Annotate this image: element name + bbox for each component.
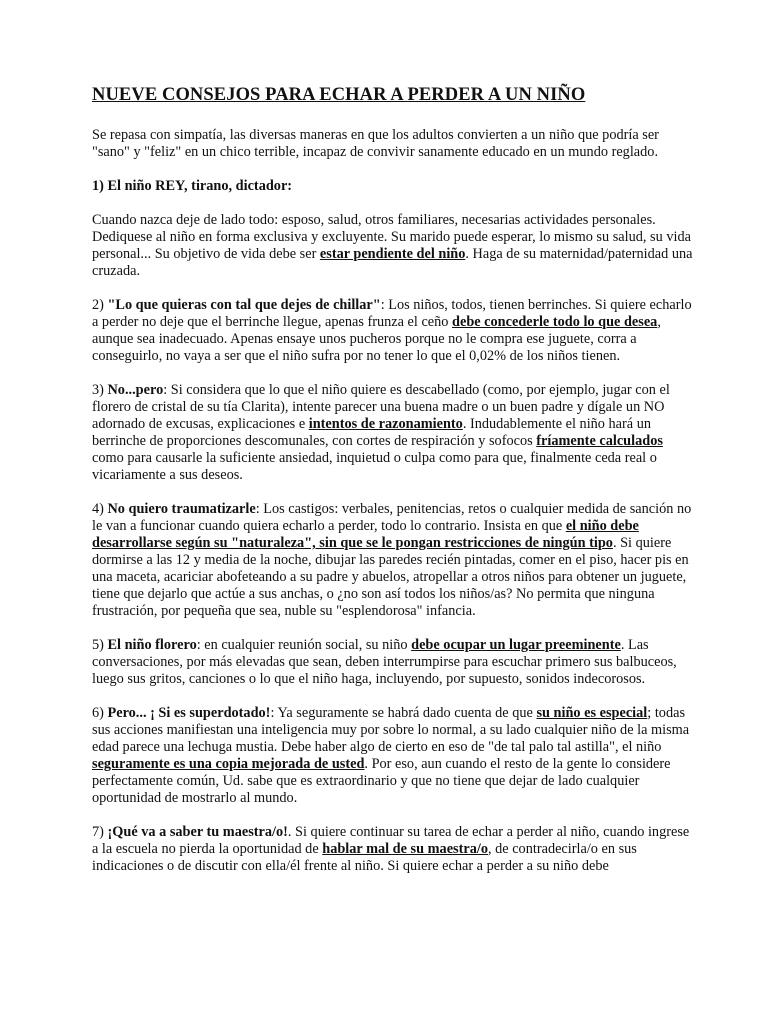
section-1-body — [92, 212, 698, 280]
item-number: 4) — [92, 501, 108, 517]
section-5 — [92, 637, 698, 688]
heading-text: 1) El niño REY, tirano, dictador: — [92, 178, 293, 194]
emphasis-underlined: debe concederle todo lo que desea — [452, 314, 658, 330]
emphasis-underlined: intentos de razonamiento — [308, 416, 463, 432]
section-heading: ¡Qué va a saber tu maestra/o! — [107, 824, 288, 840]
section-heading: Pero... ¡ Si es superdotado! — [107, 705, 271, 721]
body-text: . Si quiere continuar su tarea de echar a perder al niño, cuando ingrese a la escuela no pierda la oportunidad de — [92, 824, 690, 857]
body-text: Cuando nazca deje de lado todo: esposo, salud, otros familiares, necesarias actividades personales. Dediquese al niño en forma exclusiva y excluyente. Su marido puede esperar, lo mismo su salud, su vida personal... Su objetivo de vida debe ser — [92, 212, 691, 262]
item-number: 6) — [92, 705, 108, 721]
section-heading: No...pero — [107, 382, 164, 398]
body-text: como para causarle la suficiente ansiedad, inquietud o culpa como para que, finalmente ceda real o vicariamente a sus deseos. — [92, 450, 657, 483]
emphasis-underlined: el niño debe desarrollarse según su "naturaleza", sin que se le pongan restricciones de ningún tipo — [92, 518, 639, 551]
body-text: , aunque sea inadecuado. Apenas ensaye unos pucheros porque no le compra ese juguete, corra a conseguirlo, no vaya a ser que el niño sufra por no tener lo que el 0,02% de los niños tienen. — [92, 314, 661, 364]
emphasis-underlined: fríamente calculados — [536, 433, 663, 449]
body-text: : Los castigos: verbales, penitencias, retos o cualquier medida de sanción no le van a funcionar cuando quiera echarlo a perder, todo lo contrario. Insista en que — [92, 501, 692, 534]
emphasis-underlined: hablar mal de su maestra/o — [322, 841, 488, 857]
section-heading: No quiero traumatizarle — [107, 501, 256, 517]
section-4 — [92, 501, 698, 620]
body-text: . Haga de su maternidad/paternidad una cruzada. — [92, 246, 693, 279]
emphasis-underlined: su niño es especial — [536, 705, 648, 721]
section-7 — [92, 824, 698, 875]
emphasis-underlined: debe ocupar un lugar preeminente — [411, 637, 621, 653]
body-text: : Los niños, todos, tienen berrinches. Si quiere echarlo a perder no deje que el berrinche llegue, apenas frunza el ceño — [92, 297, 692, 330]
emphasis-underlined: seguramente es una copia mejorada de usted — [92, 756, 365, 772]
item-number: 7) — [92, 824, 108, 840]
body-text: ; todas sus acciones manifiestan una inteligencia muy por sobre lo normal, a su lado cualquier niño de la misma edad parece una lechuga mustia. Debe haber algo de cierto en eso de "de tal palo tal astilla", el niño — [92, 705, 690, 755]
document-page — [92, 84, 698, 892]
item-number: 2) — [92, 297, 108, 313]
intro-paragraph: Se repasa con simpatía, las diversas maneras en que los adultos convierten a un niño que podría ser "sano" y "feliz" en un chico terrible, incapaz de convivir sanamente educado en un mundo reglado. — [92, 127, 659, 160]
body-text: : Si considera que lo que el niño quiere es descabellado (como, por ejemplo, jugar con el florero de cristal de su tía Clarita), intente parecer una buena madre o un buen padre y dígale un NO adornado de excusas, explicaciones e — [92, 382, 670, 432]
section-3 — [92, 382, 698, 484]
body-text: . Si quiere dormirse a las 12 y media de la noche, dibujar las paredes recién pintadas, comer en el piso, hacer pis en una maceta, acariciar abofeteando a su padre y abuelos, atropellar a otros niños para obtener un juguete, tiene que dejarlo que actúe a sus anchas, o ¿no son así todos los niños/as? No permita que ninguna frustración, por pequeña que sea, nuble su "esplendorosa" infancia. — [92, 535, 689, 619]
body-text: . Indudablemente el niño hará un berrinche de proporciones descomunales, con cortes de respiración y sofocos — [92, 416, 652, 449]
emphasis-underlined: estar pendiente del niño — [319, 246, 466, 262]
section-2 — [92, 297, 698, 365]
body-text: . Las conversaciones, por más elevadas que sean, deben interrumpirse para escuchar primero sus balbuceos, luego sus gritos, canciones o lo que el niño haga, incluyendo, por supuesto, sonidos indecorosos. — [92, 637, 677, 687]
item-number: 5) — [92, 637, 108, 653]
body-text: : en cualquier reunión social, su niño — [196, 637, 412, 653]
document-title: NUEVE CONSEJOS PARA ECHAR A PERDER A UN NIÑO — [92, 85, 586, 105]
section-1-heading — [92, 178, 698, 195]
section-heading: "Lo que quieras con tal que dejes de chillar" — [107, 297, 381, 313]
section-6 — [92, 705, 698, 807]
body-text: , de contradecirla/o en sus indicaciones o de discutir con ella/él frente al niño. Si quiere echar a perder a su niño debe — [92, 841, 637, 874]
item-number: 3) — [92, 382, 108, 398]
section-heading: El niño florero — [107, 637, 197, 653]
body-text: . Por eso, aun cuando el resto de la gente lo considere perfectamente común, Ud. sabe que es extraordinario y que no tiene que dejar de lado cualquier oportunidad de mostrarlo al mundo. — [92, 756, 671, 806]
body-text: : Ya seguramente se habrá dado cuenta de que — [270, 705, 537, 721]
